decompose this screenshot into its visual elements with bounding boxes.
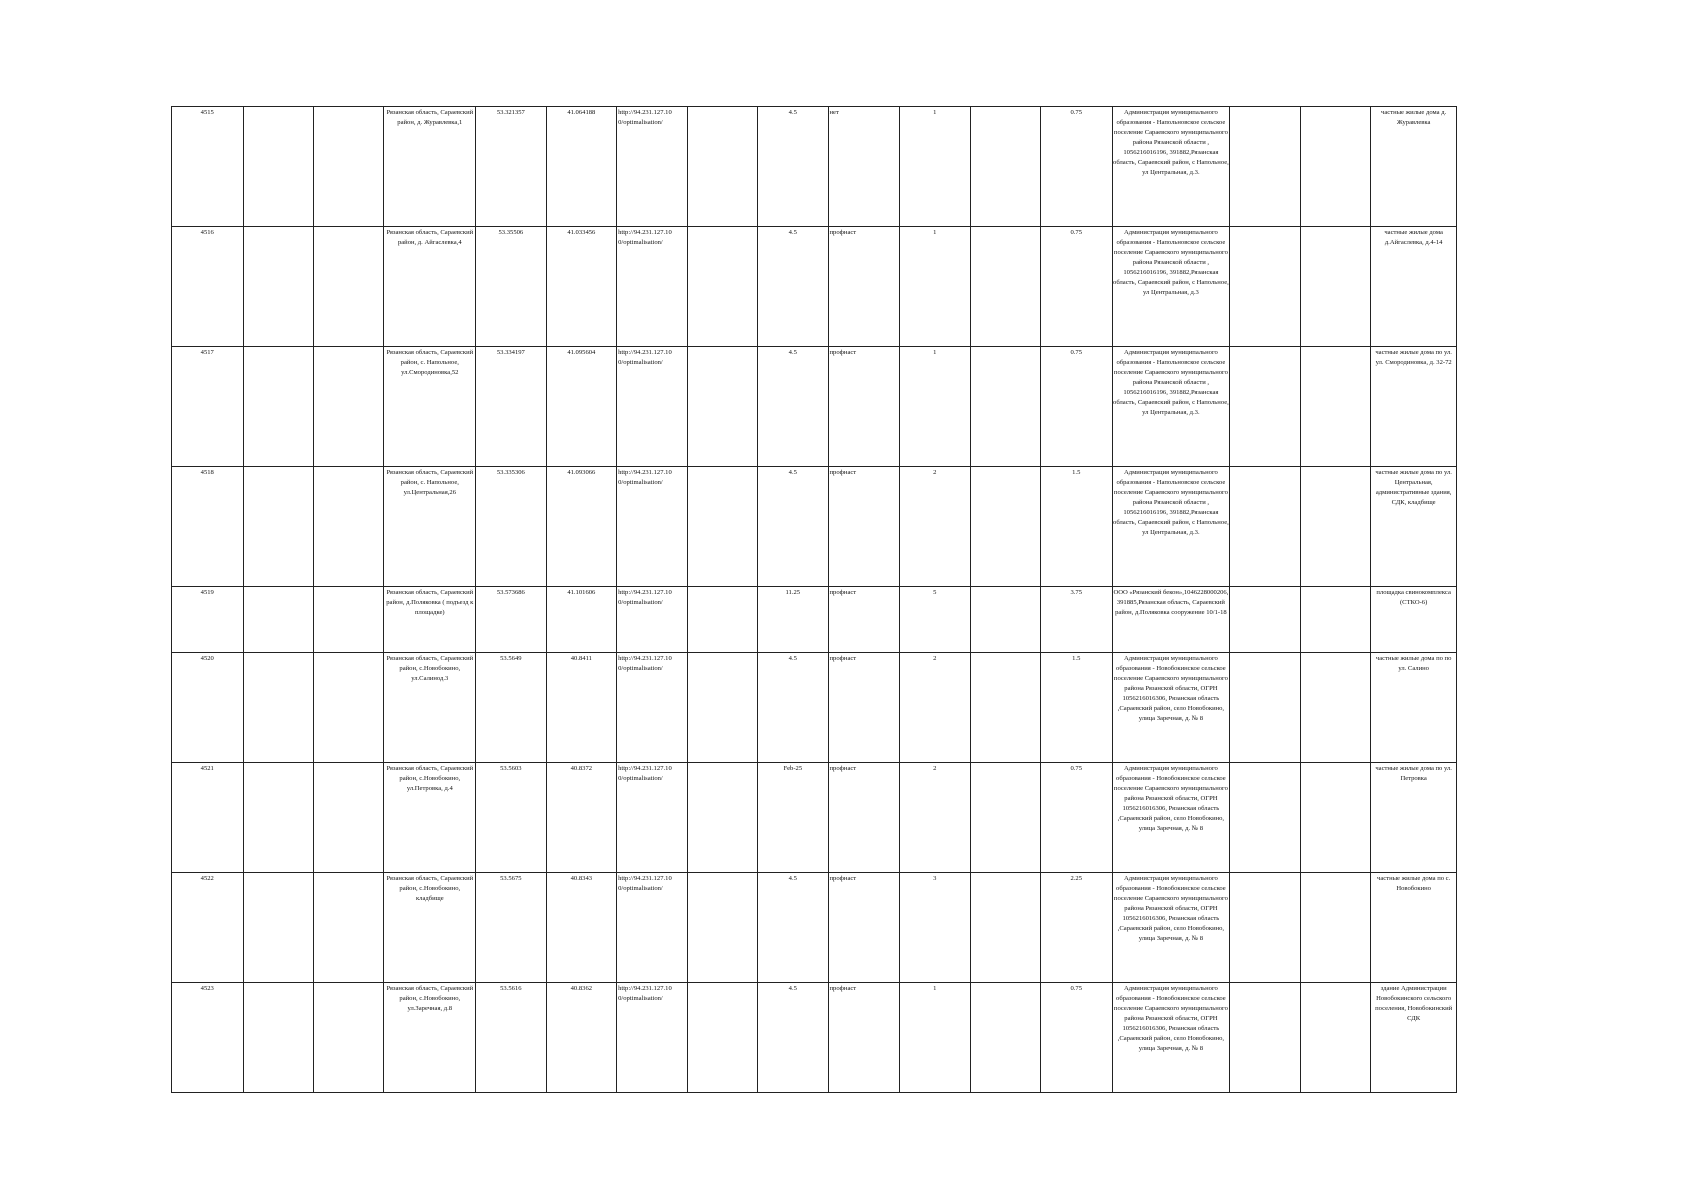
cell-map-link: http://94.231.127.10 0/optimalisation/ [617, 467, 687, 587]
cell-address: Рязанская область, Сараевский район, д. Журавлевка,1 [384, 107, 476, 227]
cell-empty [687, 983, 757, 1093]
cell-empty [1230, 983, 1300, 1093]
cell-surface: профнаст [828, 983, 900, 1093]
cell-address: Рязанская область, Сараевский район, с.Новобокино, ул.Петровка, д.4 [384, 763, 476, 873]
cell-map-link: http://94.231.127.10 0/optimalisation/ [617, 107, 687, 227]
cell-container-count: 2 [900, 763, 970, 873]
cell-area: 4.5 [758, 653, 828, 763]
cell-empty [313, 347, 383, 467]
table-row [172, 873, 1457, 983]
cell-empty [313, 763, 383, 873]
cell-map-link: http://94.231.127.10 0/optimalisation/ [617, 653, 687, 763]
cell-empty [970, 873, 1040, 983]
cell-empty [1300, 347, 1370, 467]
table-row [172, 107, 1457, 227]
cell-map-link: http://94.231.127.10 0/optimalisation/ [617, 873, 687, 983]
cell-owner: Администрация муниципального образования - Новобокинское сельское поселение Сараевского муниципального района Рязанской области, ОГРН 1056216016306, Рязанская область ,Сараевский район, село Новобокино, улица Заречная, д. № 8 [1112, 763, 1230, 873]
cell-map-link: http://94.231.127.10 0/optimalisation/ [617, 983, 687, 1093]
cell-surface: профнаст [828, 467, 900, 587]
cell-latitude: 53.5616 [476, 983, 546, 1093]
cell-number: 4522 [172, 873, 244, 983]
cell-address: Рязанская область, Сараевский район, с.Новобокино, кладбище [384, 873, 476, 983]
cell-surface: профнаст [828, 873, 900, 983]
cell-waste-sources: площадка свинокомплекса (СТКО-6) [1371, 587, 1457, 653]
cell-volume: 3.75 [1041, 587, 1113, 653]
cell-number: 4521 [172, 763, 244, 873]
cell-owner: ООО «Рязанский бекон»,1046228000206, 391885,Рязанская область, Сараевский район, д.Поляковка сооружение 10/1-18 [1112, 587, 1230, 653]
cell-surface: профнаст [828, 653, 900, 763]
cell-volume: 2.25 [1041, 873, 1113, 983]
cell-longitude: 41.033456 [546, 227, 616, 347]
cell-empty [243, 763, 313, 873]
cell-volume: 0.75 [1041, 227, 1113, 347]
cell-latitude: 53.334197 [476, 347, 546, 467]
cell-empty [1230, 653, 1300, 763]
cell-area: 4.5 [758, 873, 828, 983]
cell-container-count: 1 [900, 983, 970, 1093]
cell-address: Рязанская область, Сараевский район, с.Новобокино, ул.Заречная, д.8 [384, 983, 476, 1093]
cell-address: Рязанская область, Сараевский район, с.Новобокино, ул.Салинод.3 [384, 653, 476, 763]
cell-empty [243, 873, 313, 983]
cell-longitude: 41.095604 [546, 347, 616, 467]
cell-empty [243, 653, 313, 763]
cell-waste-sources: частные жилые дома по ул. Центральная, административные здания, СДК, кладбище [1371, 467, 1457, 587]
cell-latitude: 53.573686 [476, 587, 546, 653]
cell-empty [970, 653, 1040, 763]
cell-map-link: http://94.231.127.10 0/optimalisation/ [617, 227, 687, 347]
cell-empty [313, 107, 383, 227]
cell-address: Рязанская область, Сараевский район, д.Поляковка ( подъезд к площадке) [384, 587, 476, 653]
table-row [172, 653, 1457, 763]
cell-area: 11.25 [758, 587, 828, 653]
cell-waste-sources: частные жилые дома по по ул. Салино [1371, 653, 1457, 763]
cell-area: 4.5 [758, 227, 828, 347]
cell-number: 4516 [172, 227, 244, 347]
cell-empty [970, 467, 1040, 587]
registry-sheet [171, 106, 1457, 1093]
cell-address: Рязанская область, Сараевский район, с. Напольное, ул.Смородиновка,52 [384, 347, 476, 467]
cell-number: 4523 [172, 983, 244, 1093]
cell-empty [687, 587, 757, 653]
cell-volume: 1.5 [1041, 467, 1113, 587]
cell-latitude: 53.5603 [476, 763, 546, 873]
cell-owner: Администрация муниципального образования - Напольновское сельское поселение Сараевского муниципального района Рязанской области , 1056216016196, 391882,Рязанская область, Сараевский район, с Напольное, ул Центральная, д.3. [1112, 107, 1230, 227]
cell-empty [1300, 107, 1370, 227]
cell-waste-sources: частные жилые дома по с. Новобокино [1371, 873, 1457, 983]
cell-waste-sources: частные жилые дома д. Журавлевка [1371, 107, 1457, 227]
cell-empty [687, 873, 757, 983]
cell-empty [687, 763, 757, 873]
cell-owner: Администрация муниципального образования - Новобокинское сельское поселение Сараевского муниципального района Рязанской области, ОГРН 1056216016306, Рязанская область ,Сараевский район, село Новобокино, улица Заречная, д. № 8 [1112, 653, 1230, 763]
cell-map-link: http://94.231.127.10 0/optimalisation/ [617, 763, 687, 873]
cell-empty [243, 467, 313, 587]
table-row [172, 467, 1457, 587]
cell-number: 4517 [172, 347, 244, 467]
cell-empty [243, 107, 313, 227]
cell-empty [1300, 227, 1370, 347]
cell-empty [243, 983, 313, 1093]
cell-empty [1230, 347, 1300, 467]
cell-empty [1300, 653, 1370, 763]
cell-number: 4520 [172, 653, 244, 763]
cell-longitude: 41.064188 [546, 107, 616, 227]
table-row [172, 763, 1457, 873]
cell-container-count: 1 [900, 227, 970, 347]
cell-volume: 1.5 [1041, 653, 1113, 763]
cell-empty [1300, 873, 1370, 983]
cell-volume: 0.75 [1041, 347, 1113, 467]
cell-empty [1230, 107, 1300, 227]
cell-longitude: 41.093066 [546, 467, 616, 587]
table-row [172, 227, 1457, 347]
cell-longitude: 40.8362 [546, 983, 616, 1093]
cell-latitude: 53.335306 [476, 467, 546, 587]
cell-empty [970, 983, 1040, 1093]
cell-surface: профнаст [828, 763, 900, 873]
waste-sites-table [171, 106, 1457, 1093]
cell-empty [1300, 983, 1370, 1093]
cell-empty [687, 107, 757, 227]
table-row [172, 587, 1457, 653]
cell-empty [1230, 873, 1300, 983]
table-row [172, 983, 1457, 1093]
cell-area: 4.5 [758, 347, 828, 467]
cell-volume: 0.75 [1041, 107, 1113, 227]
cell-address: Рязанская область, Сараевский район, д. Айгаслевка,4 [384, 227, 476, 347]
cell-empty [1230, 763, 1300, 873]
cell-number: 4519 [172, 587, 244, 653]
cell-empty [1230, 227, 1300, 347]
cell-empty [313, 587, 383, 653]
cell-empty [970, 107, 1040, 227]
cell-empty [243, 227, 313, 347]
cell-latitude: 53.35506 [476, 227, 546, 347]
cell-volume: 0.75 [1041, 983, 1113, 1093]
cell-owner: Администрация муниципального образования - Новобокинское сельское поселение Сараевского муниципального района Рязанской области, ОГРН 1056216016306, Рязанская область ,Сараевский район, село Новобокино, улица Заречная, д. № 8 [1112, 873, 1230, 983]
cell-surface: профнаст [828, 227, 900, 347]
cell-waste-sources: частные жилые дома по ул. Петровка [1371, 763, 1457, 873]
cell-owner: Администрация муниципального образования - Напольновское сельское поселение Сараевского муниципального района Рязанской области , 1056216016196, 391882,Рязанская область, Сараевский район, с Напольное, ул Центральная, д.3. [1112, 347, 1230, 467]
cell-map-link: http://94.231.127.10 0/optimalisation/ [617, 587, 687, 653]
cell-latitude: 53.5675 [476, 873, 546, 983]
cell-container-count: 2 [900, 653, 970, 763]
cell-latitude: 53.321357 [476, 107, 546, 227]
cell-empty [313, 983, 383, 1093]
cell-waste-sources: здание Администрации Новобокинского сельского поселения, Новобокинский СДК [1371, 983, 1457, 1093]
cell-area: 4.5 [758, 467, 828, 587]
table-body [172, 107, 1457, 1093]
cell-area: Feb-25 [758, 763, 828, 873]
cell-owner: Администрация муниципального образования - Напольновское сельское поселение Сараевского муниципального района Рязанской области , 1056216016196, 391882,Рязанская область, Сараевский район, с Напольное, ул Центральная, д.3. [1112, 467, 1230, 587]
cell-empty [1300, 587, 1370, 653]
cell-container-count: 1 [900, 347, 970, 467]
cell-empty [1230, 467, 1300, 587]
cell-owner: Администрация муниципального образования - Новобокинское сельское поселение Сараевского муниципального района Рязанской области, ОГРН 1056216016306, Рязанская область ,Сараевский район, село Новобокино, улица Заречная, д. № 8 [1112, 983, 1230, 1093]
cell-empty [970, 763, 1040, 873]
cell-empty [313, 467, 383, 587]
cell-address: Рязанская область, Сараевский район, с. Напольное, ул.Центральная,26 [384, 467, 476, 587]
cell-empty [970, 587, 1040, 653]
cell-container-count: 1 [900, 107, 970, 227]
cell-waste-sources: частные жилые дома д.Айгаслевка, д.4-14 [1371, 227, 1457, 347]
cell-empty [687, 227, 757, 347]
cell-empty [687, 347, 757, 467]
cell-container-count: 3 [900, 873, 970, 983]
cell-empty [970, 227, 1040, 347]
cell-empty [687, 653, 757, 763]
cell-empty [243, 587, 313, 653]
cell-longitude: 41.101606 [546, 587, 616, 653]
cell-empty [1300, 763, 1370, 873]
cell-map-link: http://94.231.127.10 0/optimalisation/ [617, 347, 687, 467]
cell-area: 4.5 [758, 107, 828, 227]
cell-owner: Администрация муниципального образования - Напольновское сельское поселение Сараевского муниципального района Рязанской области , 1056216016196, 391882,Рязанская область, Сараевский район, с Напольное, ул Центральная, д.3 [1112, 227, 1230, 347]
cell-empty [243, 347, 313, 467]
cell-empty [1300, 467, 1370, 587]
cell-empty [970, 347, 1040, 467]
cell-waste-sources: частные жилые дома по ул. ул. Смородиновка, д. 32-72 [1371, 347, 1457, 467]
cell-empty [313, 653, 383, 763]
cell-longitude: 40.8372 [546, 763, 616, 873]
cell-volume: 0.75 [1041, 763, 1113, 873]
cell-number: 4515 [172, 107, 244, 227]
cell-empty [313, 873, 383, 983]
cell-empty [687, 467, 757, 587]
cell-surface: профнаст [828, 587, 900, 653]
table-row [172, 347, 1457, 467]
cell-longitude: 40.8411 [546, 653, 616, 763]
cell-latitude: 53.5649 [476, 653, 546, 763]
cell-empty [1230, 587, 1300, 653]
cell-empty [313, 227, 383, 347]
cell-area: 4.5 [758, 983, 828, 1093]
cell-container-count: 2 [900, 467, 970, 587]
cell-surface: нет [828, 107, 900, 227]
cell-longitude: 40.8343 [546, 873, 616, 983]
cell-number: 4518 [172, 467, 244, 587]
cell-surface: профнаст [828, 347, 900, 467]
cell-container-count: 5 [900, 587, 970, 653]
